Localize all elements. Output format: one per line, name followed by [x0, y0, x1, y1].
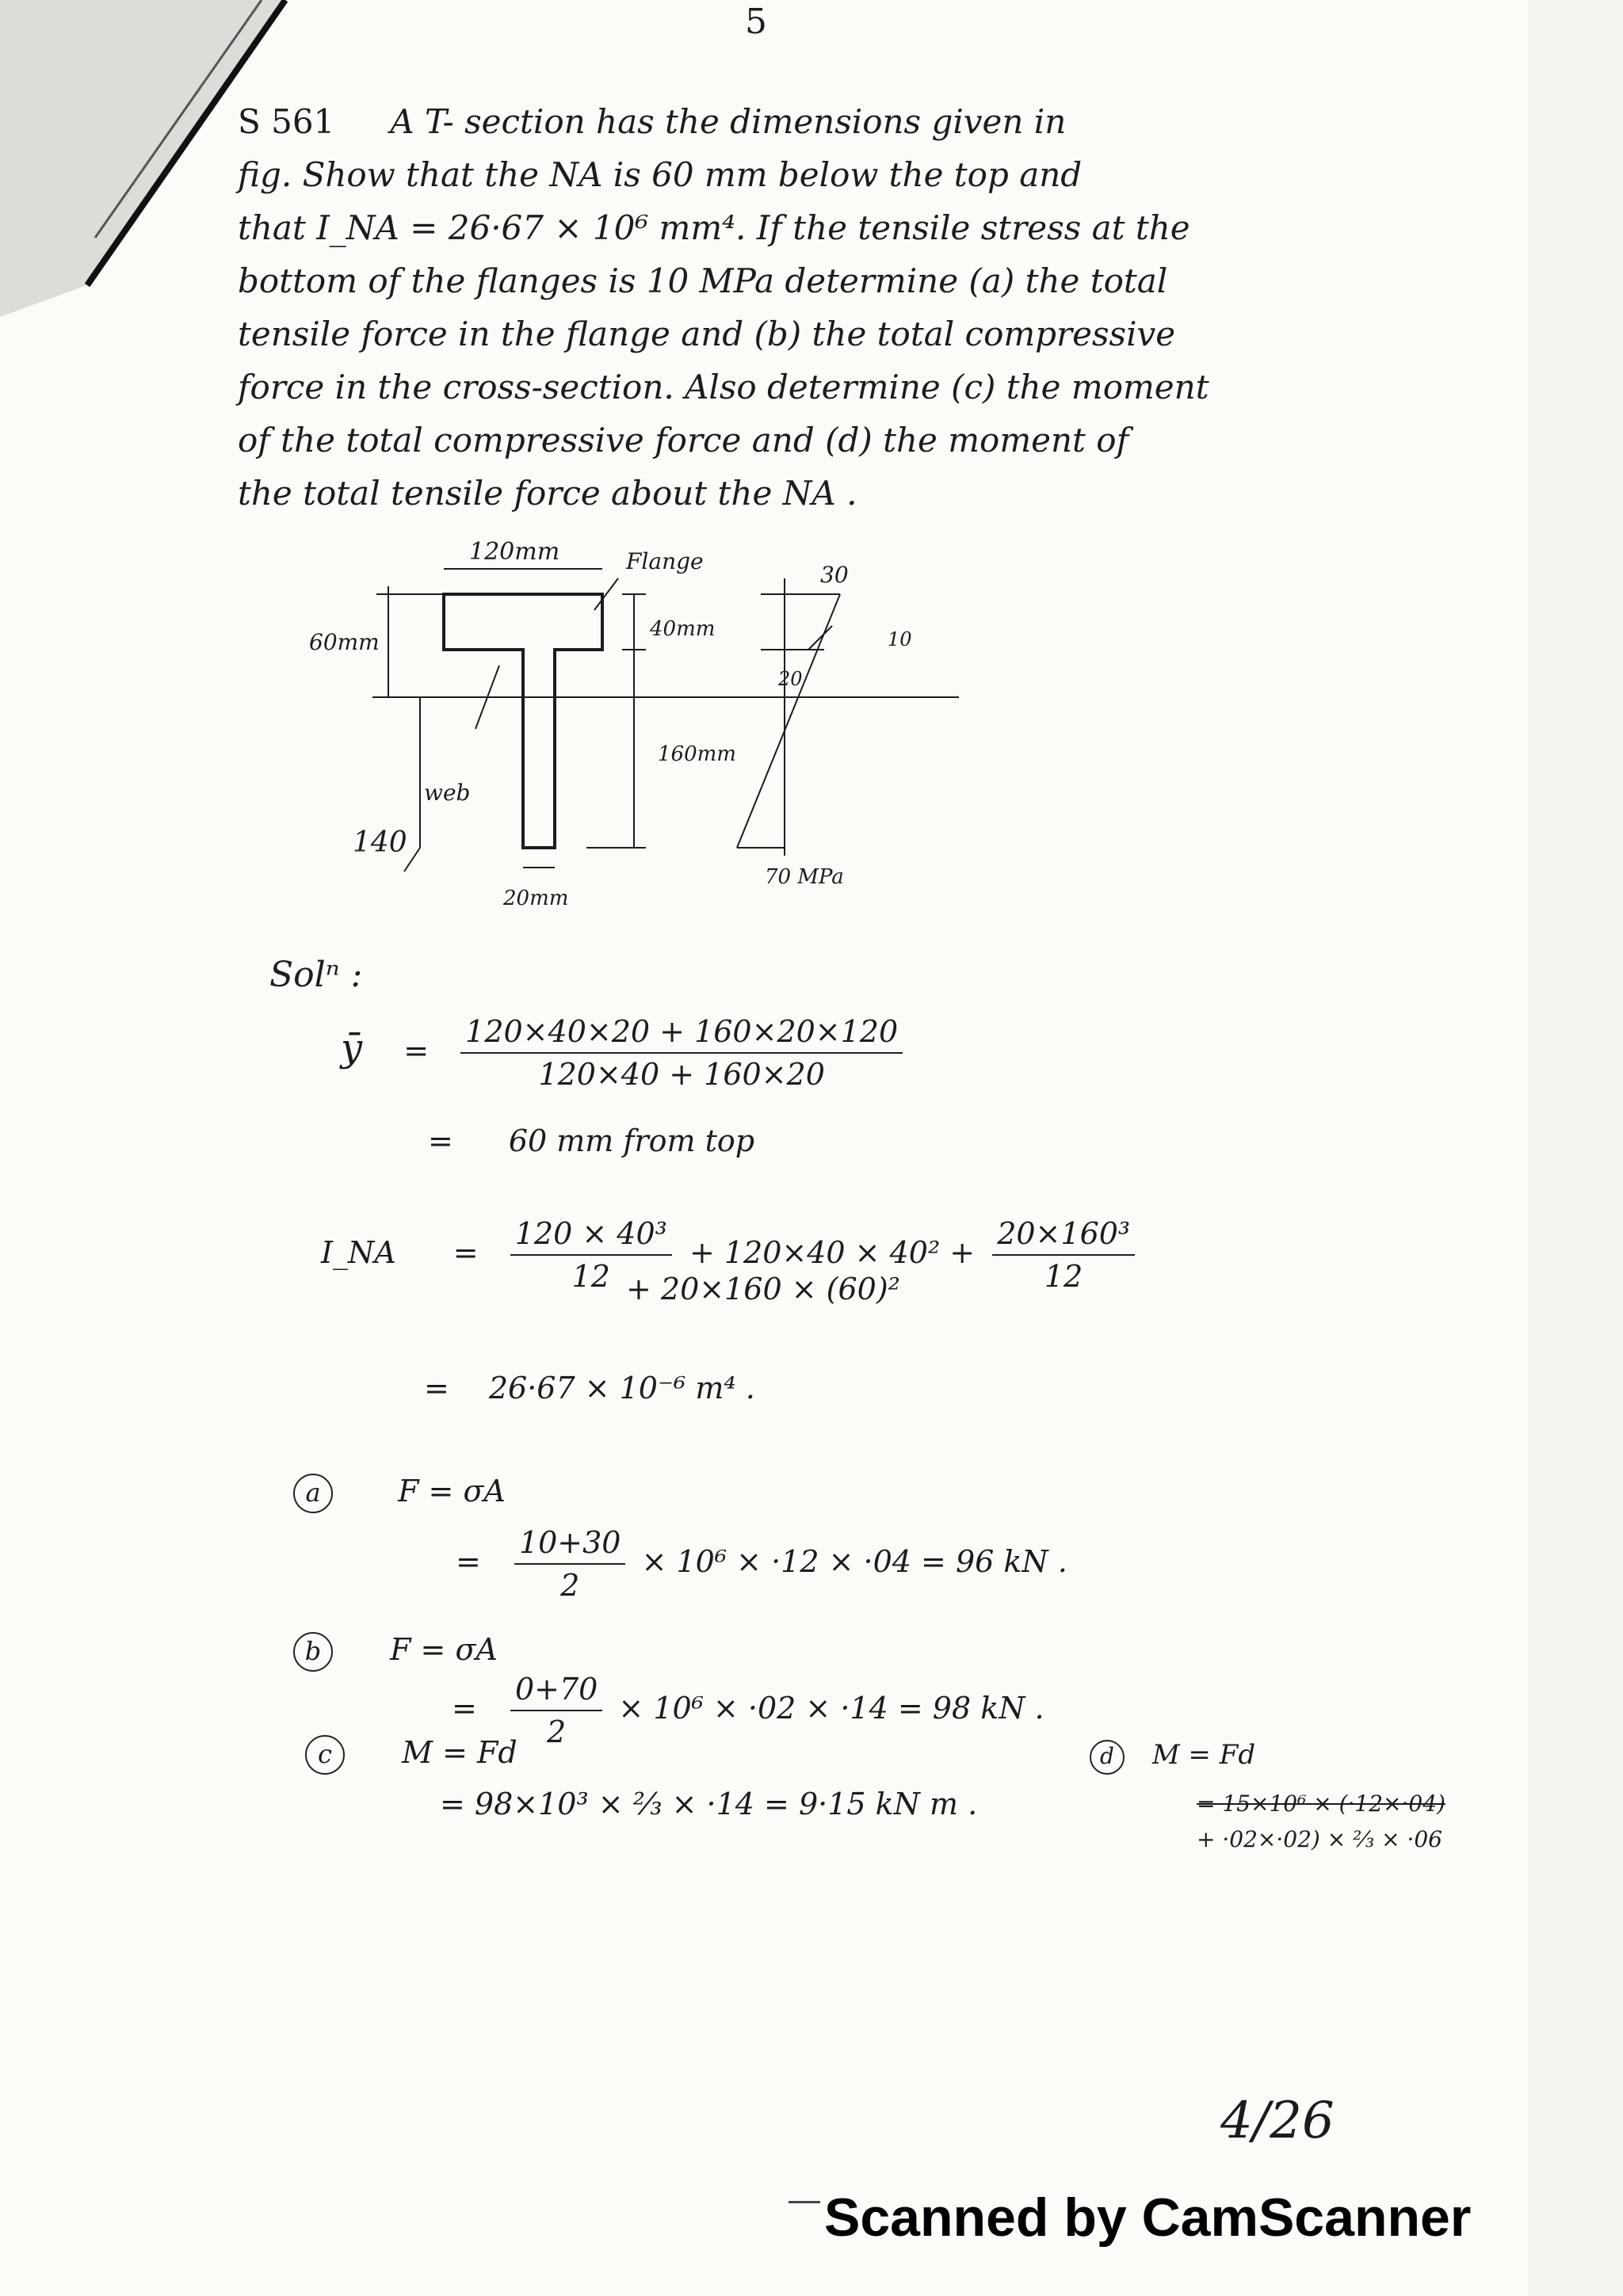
part-c-calc: = 98×10³ × ⅔ × ·14 = 9·15 kN m .	[440, 1787, 978, 1821]
problem-line: bottom of the flanges is 10 MPa determine (a) the total	[238, 261, 1168, 300]
stress-distribution-line	[737, 594, 840, 848]
problem-line: tensile force in the flange and (b) the total compressive	[238, 315, 1176, 353]
ybar-equation: ȳ = $\frac{120\times 40\times 20 + 160\times 20\times 120}{120\times 40 + 160\times 20}$	[341, 1014, 903, 1092]
part-d-line2: + ·02×·02) × ⅔ × ·06	[1197, 1826, 1442, 1852]
problem-line: fig. Show that the NA is 60 mm below the top and	[238, 155, 1083, 194]
problem-line: of the total compressive force and (d) the moment of	[238, 421, 1129, 460]
part-d-label: d	[1090, 1740, 1125, 1775]
ybar-numerator: 120×40×20 + 160×20×120	[460, 1014, 903, 1054]
part-c-formula: M = Fd	[402, 1735, 517, 1770]
part-d-heading	[1090, 1739, 1255, 1775]
stress-30: 30	[820, 562, 849, 588]
ina-term2: + 120×40 × 40² +	[689, 1234, 976, 1270]
ina-term3: $\frac{\text{20×160³}}{12}$	[992, 1216, 1135, 1294]
web-label: web	[424, 780, 471, 806]
scanner-watermark: Scanned by CamScanner	[824, 2187, 1472, 2248]
dim-160mm: 160mm	[658, 742, 736, 766]
part-d-line1: = 15×10⁶ × (·12×·04)	[1197, 1791, 1445, 1817]
t-section-outline	[444, 594, 602, 848]
ina-symbol: I_NA	[321, 1234, 396, 1270]
dim-40mm: 40mm	[650, 617, 716, 641]
page-mark: 4/26	[1220, 2092, 1335, 2150]
ybar-fraction	[460, 1014, 903, 1092]
part-a-formula: F = σA	[398, 1474, 506, 1508]
stress-20: 20	[778, 668, 803, 690]
ybar-denominator: 120×40 + 160×20	[538, 1057, 825, 1092]
part-a-label: a	[293, 1474, 333, 1513]
problem-line: force in the cross-section. Also determine (c) the moment	[238, 368, 1209, 406]
problem-line: that I_NA = 26·67 × 10⁶ mm⁴. If the tensile stress at the	[238, 208, 1190, 247]
ina-result: = 26·67 × 10⁻⁶ m⁴ .	[424, 1371, 755, 1405]
ybar-symbol: ȳ	[341, 1025, 363, 1070]
footer-rule	[789, 2201, 820, 2203]
part-b-label: b	[293, 1632, 333, 1672]
dim-60mm: 60mm	[309, 629, 380, 655]
part-b-formula: F = σA	[390, 1632, 498, 1667]
part-c-label: c	[305, 1735, 345, 1775]
solution-heading: Solⁿ :	[269, 955, 363, 995]
ina-term1: $\frac{\text{120 × 40³}}{12}$	[510, 1216, 672, 1294]
part-d-formula: M = Fd	[1151, 1739, 1256, 1771]
problem-id: S 561	[238, 102, 335, 141]
scan-edge-shadow	[1528, 0, 1623, 2296]
stress-70mpa: 70 MPa	[765, 865, 844, 889]
part-c-heading	[305, 1735, 517, 1775]
ybar-result: = 60 mm from top	[428, 1123, 755, 1158]
dim-140: 140	[353, 826, 407, 859]
dim-120mm: 120mm	[469, 538, 560, 566]
t-section-figure	[285, 531, 999, 943]
problem-statement	[238, 95, 1395, 520]
flange-label: Flange	[626, 548, 704, 574]
stress-10: 10	[888, 628, 912, 650]
page-number: 5	[745, 2, 767, 42]
dim-20mm: 20mm	[503, 887, 569, 910]
part-b-heading	[293, 1632, 498, 1672]
ina-line2: + 20×160 × (60)²	[626, 1272, 900, 1306]
part-a-heading	[293, 1474, 506, 1513]
ina-equation: I_NA = $\frac{\text{120 × 40³}}{12}$ + 120×40 × 40² + $\frac{\text{20×160³}}{12}$	[321, 1216, 1135, 1294]
part-b-calc: = $\frac{0+70}{2}$ × 10⁶ × ·02 × ·14 = 98 kN .	[452, 1672, 1044, 1749]
problem-line: S 561 A T- section has the dimensions given in	[238, 102, 1067, 141]
problem-line: the total tensile force about the NA .	[238, 474, 857, 513]
part-a-calc: = $\frac{10+30}{2}$ × 10⁶ × ·12 × ·04 = 96 kN .	[456, 1525, 1067, 1603]
